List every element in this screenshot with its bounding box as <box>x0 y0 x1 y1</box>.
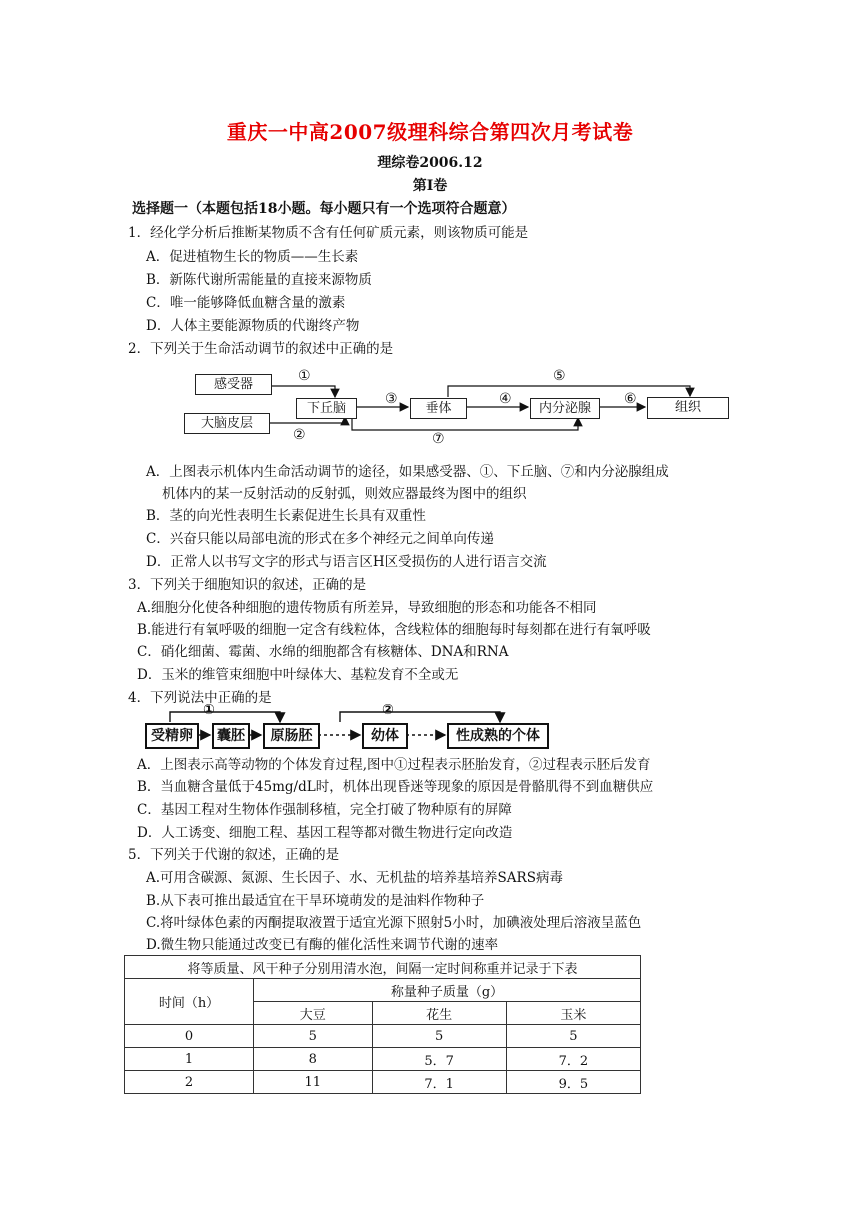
q1-option-a: A．促进植物生长的物质——生长素 <box>146 249 359 265</box>
section-heading: 选择题一（本题包括18小题。每小题只有一个选项符合题意） <box>132 201 516 217</box>
table-cell: 5．7 <box>372 1048 506 1071</box>
q2-option-d: D．正常人以书写文字的形式与语言区H区受损伤的人进行语言交流 <box>146 554 547 570</box>
q3-option-d: D．玉米的维管束细胞中叶绿体大、基粒发育不全或无 <box>137 667 459 683</box>
q3-option-b: B.能进行有氧呼吸的细胞一定含有线粒体，含线粒体的细胞每时每刻都在进行有氧呼吸 <box>137 622 651 638</box>
table-cell: 2 <box>125 1071 254 1094</box>
table-header-time: 时间（h） <box>125 979 254 1025</box>
marker-3: ③ <box>385 391 398 407</box>
diagram-box-cerebral-cortex: 大脑皮层 <box>184 413 270 434</box>
table-header-mass: 称量种子质量（g） <box>254 979 641 1002</box>
q2-option-a-line1: A．上图表示机体内生命活动调节的途径，如果感受器、①、下丘脑、⑦和内分泌腺组成 <box>146 464 669 480</box>
dev-box-gastrula: 原肠胚 <box>263 723 320 749</box>
q4-option-c: C．基因工程对生物体作强制移植，完全打破了物种原有的屏障 <box>137 802 512 818</box>
q5-option-d: D.微生物只能通过改变已有酶的催化活性来调节代谢的速率 <box>146 937 499 953</box>
q2-option-c: C．兴奋只能以局部电流的形式在多个神经元之间单向传递 <box>146 531 494 547</box>
table-cell: 5 <box>506 1025 640 1048</box>
table-cell: 5 <box>254 1025 373 1048</box>
volume-label: 第Ⅰ卷 <box>412 178 448 194</box>
table-cell: 5 <box>372 1025 506 1048</box>
table-header-crop: 玉米 <box>506 1002 640 1025</box>
dev-box-mature-individual: 性成熟的个体 <box>447 723 549 749</box>
q1-stem: 1．经化学分析后推断某物质不含有任何矿质元素，则该物质可能是 <box>128 225 529 241</box>
q4-option-a: A．上图表示高等动物的个体发育过程,图中①过程表示胚胎发育，②过程表示胚后发育 <box>137 757 651 773</box>
regulation-diagram-arrows <box>0 0 860 460</box>
seed-mass-table <box>124 955 641 1094</box>
q1-option-d: D．人体主要能源物质的代谢终产物 <box>146 318 360 334</box>
q4-option-d: D．人工诱变、细胞工程、基因工程等都对微生物进行定向改造 <box>137 825 513 841</box>
table-row <box>125 1048 641 1071</box>
paper-subtitle: 理综卷2006.12 <box>377 155 483 171</box>
q5-option-a: A.可用含碳源、氮源、生长因子、水、无机盐的培养基培养SARS病毒 <box>146 870 563 886</box>
q3-option-a: A.细胞分化使各种细胞的遗传物质有所差异，导致细胞的形态和功能各不相同 <box>137 600 597 616</box>
q2-stem: 2．下列关于生命活动调节的叙述中正确的是 <box>128 341 394 357</box>
marker-2: ② <box>293 427 306 443</box>
q1-option-c: C．唯一能够降低血糖含量的激素 <box>146 295 346 311</box>
diagram-box-endocrine-gland: 内分泌腺 <box>530 398 600 419</box>
q5-stem: 5．下列关于代谢的叙述，正确的是 <box>128 847 340 863</box>
q4-option-b: B．当血糖含量低于45mg/dL时，机体出现昏迷等现象的原因是骨骼肌得不到血糖供应 <box>137 779 654 795</box>
diagram-box-receptor: 感受器 <box>195 374 272 395</box>
marker-6: ⑥ <box>624 391 637 407</box>
table-cell: 8 <box>254 1048 373 1071</box>
table-header-crop: 花生 <box>372 1002 506 1025</box>
marker-1: ① <box>298 368 311 384</box>
diagram-box-tissue: 组织 <box>647 397 729 419</box>
q3-option-c: C．硝化细菌、霉菌、水绵的细胞都含有核糖体、DNA和RNA <box>137 644 509 660</box>
q1-option-b: B．新陈代谢所需能量的直接来源物质 <box>146 272 372 288</box>
development-diagram-arrows <box>0 690 860 750</box>
table-row <box>125 1025 641 1048</box>
q5-option-b: B.从下表可推出最适宜在干旱环境萌发的是油料作物种子 <box>146 893 485 909</box>
dev-marker-2: ② <box>382 702 394 718</box>
dev-marker-1: ① <box>203 702 215 718</box>
table-caption: 将等质量、风干种子分别用清水泡，间隔一定时间称重并记录于下表 <box>125 956 641 979</box>
table-cell: 11 <box>254 1071 373 1094</box>
table-cell: 1 <box>125 1048 254 1071</box>
table-header-crop: 大豆 <box>254 1002 373 1025</box>
dev-box-blastula: 囊胚 <box>212 723 250 749</box>
q2-option-a-line2: 机体内的某一反射活动的反射弧，则效应器最终为图中的组织 <box>162 486 527 502</box>
dev-box-zygote: 受精卵 <box>145 723 199 749</box>
table-cell: 7．2 <box>506 1048 640 1071</box>
diagram-box-pituitary: 垂体 <box>410 398 467 419</box>
table-cell: 7．1 <box>372 1071 506 1094</box>
marker-7: ⑦ <box>432 431 445 447</box>
page-title: 重庆一中高2007级理科综合第四次月考试卷 <box>226 120 634 144</box>
marker-5: ⑤ <box>553 368 566 384</box>
dev-box-larva: 幼体 <box>362 723 408 749</box>
table-row <box>125 1071 641 1094</box>
table-cell: 9．5 <box>506 1071 640 1094</box>
q4-stem: 4．下列说法中正确的是 <box>128 690 272 706</box>
q5-option-c: C.将叶绿体色素的丙酮提取液置于适宜光源下照射5小时，加碘液处理后溶液呈蓝色 <box>146 915 642 931</box>
table-cell: 0 <box>125 1025 254 1048</box>
marker-4: ④ <box>499 391 512 407</box>
diagram-box-hypothalamus: 下丘脑 <box>296 398 357 419</box>
q2-option-b: B．茎的向光性表明生长素促进生长具有双重性 <box>146 508 426 524</box>
q3-stem: 3．下列关于细胞知识的叙述，正确的是 <box>128 577 367 593</box>
